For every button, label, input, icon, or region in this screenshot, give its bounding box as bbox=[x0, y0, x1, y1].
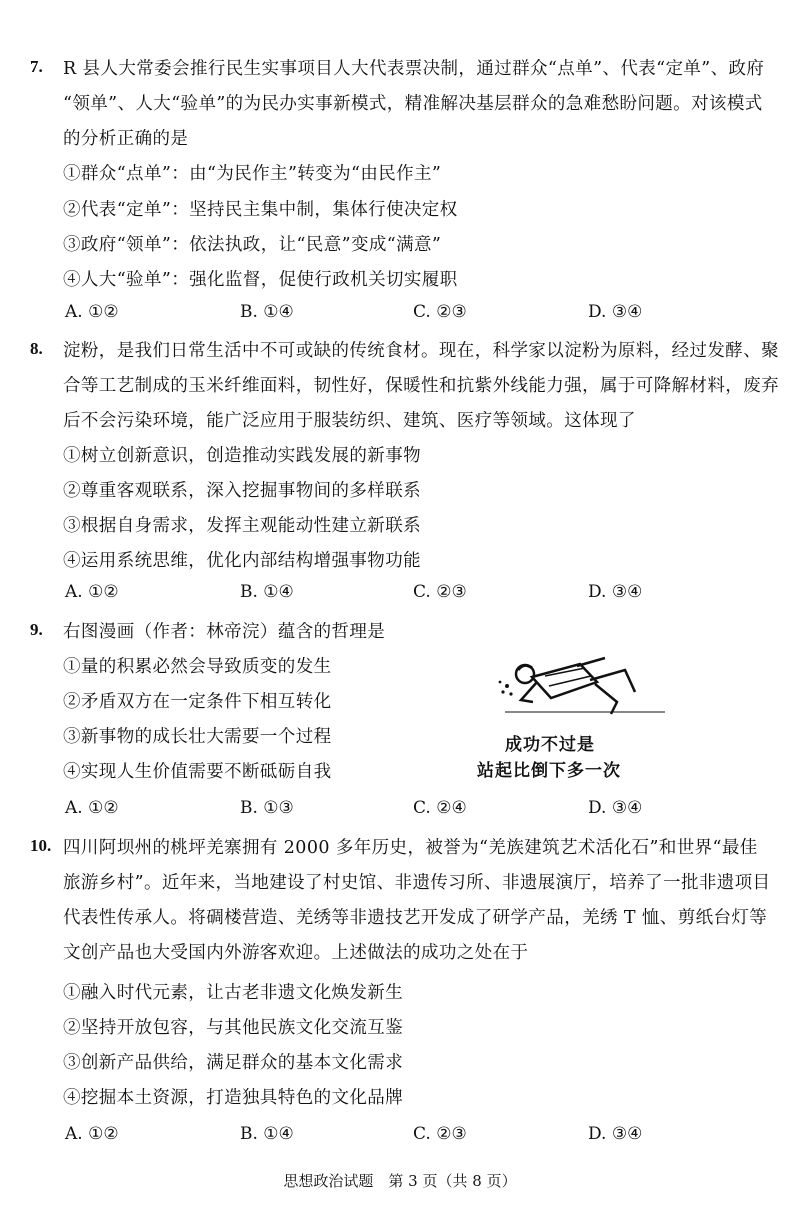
stem-line: 合等工艺制成的玉米纤维面料，韧性好，保暖性和抗紫外线能力强，属于可降解材料，废弃 bbox=[63, 376, 779, 396]
option-a[interactable]: A. ①② bbox=[65, 1124, 119, 1144]
option-d[interactable]: D. ③④ bbox=[588, 1124, 643, 1144]
option-b[interactable]: B. ①④ bbox=[240, 302, 294, 322]
stem-line: “领单”、人大“验单”的为民办实事新模式，精准解决基层群众的急难愁盼问题。对该模式 bbox=[63, 94, 763, 114]
question-number: 9. bbox=[30, 620, 43, 639]
statement: ④运用系统思维，优化内部结构增强事物功能 bbox=[63, 551, 421, 571]
stem-line: 四川阿坝州的桃坪羌寨拥有 2000 多年历史，被誉为“羌族建筑艺术活化石”和世界“最佳 bbox=[63, 838, 758, 858]
statement: ②矛盾双方在一定条件下相互转化 bbox=[63, 692, 332, 712]
question-number: 10. bbox=[30, 836, 52, 855]
option-c[interactable]: C. ②④ bbox=[413, 798, 467, 818]
statement: ③新事物的成长壮大需要一个过程 bbox=[63, 727, 332, 747]
option-b[interactable]: B. ①④ bbox=[240, 1124, 294, 1144]
statement: ③创新产品供给，满足群众的基本文化需求 bbox=[63, 1053, 404, 1073]
stem-line: 后不会污染环境，能广泛应用于服装纺织、建筑、医疗等领域。这体现了 bbox=[63, 411, 636, 431]
statement: ③根据自身需求，发挥主观能动性建立新联系 bbox=[63, 516, 421, 536]
comic-illustration bbox=[477, 652, 680, 807]
option-d[interactable]: D. ③④ bbox=[588, 582, 643, 602]
option-c[interactable]: C. ②③ bbox=[413, 1124, 467, 1144]
statement: ③政府“领单”：依法执政，让“民意”变成“满意” bbox=[63, 235, 442, 255]
stem-line: R 县人大常委会推行民生实事项目人大代表票决制，通过群众“点单”、代表“定单”、政府 bbox=[63, 59, 765, 79]
comic-caption-line: 站起比倒下多一次 bbox=[477, 761, 621, 781]
option-a[interactable]: A. ①② bbox=[65, 798, 119, 818]
statement: ①融入时代元素，让古老非遗文化焕发新生 bbox=[63, 983, 404, 1003]
option-d[interactable]: D. ③④ bbox=[588, 798, 643, 818]
option-a[interactable]: A. ①② bbox=[65, 302, 119, 322]
question-number: 7. bbox=[30, 57, 43, 76]
statement: ①群众“点单”：由“为民作主”转变为“由民作主” bbox=[63, 164, 442, 184]
option-b[interactable]: B. ①④ bbox=[240, 582, 294, 602]
statement: ②尊重客观联系，深入挖掘事物间的多样联系 bbox=[63, 481, 421, 501]
statement: ②坚持开放包容，与其他民族文化交流互鉴 bbox=[63, 1018, 404, 1038]
stem-line: 右图漫画（作者：林帝浣）蕴含的哲理是 bbox=[63, 622, 386, 642]
stem-line: 文创产品也大受国内外游客欢迎。上述做法的成功之处在于 bbox=[63, 943, 529, 963]
question-number: 8. bbox=[30, 339, 43, 358]
statement: ④人大“验单”：强化监督，促使行政机关切实履职 bbox=[63, 270, 458, 290]
stem-line: 淀粉，是我们日常生活中不可或缺的传统食材。现在，科学家以淀粉为原料，经过发酵、聚 bbox=[63, 341, 779, 361]
option-c[interactable]: C. ②③ bbox=[413, 582, 467, 602]
option-c[interactable]: C. ②③ bbox=[413, 302, 467, 322]
statement: ①量的积累必然会导致质变的发生 bbox=[63, 657, 332, 677]
comic-caption-line: 成功不过是 bbox=[505, 735, 595, 755]
option-d[interactable]: D. ③④ bbox=[588, 302, 643, 322]
stem-line: 旅游乡村”。近年来，当地建设了村史馆、非遗传习所、非遗展演厅，培养了一批非遗项目 bbox=[63, 873, 771, 893]
option-a[interactable]: A. ①② bbox=[65, 582, 119, 602]
option-b[interactable]: B. ①③ bbox=[240, 798, 294, 818]
stem-line: 代表性传承人。将碉楼营造、羌绣等非遗技艺开发成了研学产品，羌绣 T 恤、剪纸台灯等 bbox=[63, 908, 768, 928]
statement: ②代表“定单”：坚持民主集中制，集体行使决定权 bbox=[63, 200, 458, 220]
statement: ④实现人生价值需要不断砥砺自我 bbox=[63, 762, 332, 782]
stem-line: 的分析正确的是 bbox=[63, 129, 189, 149]
statement: ①树立创新意识，创造推动实践发展的新事物 bbox=[63, 446, 421, 466]
cartoon-figure-icon bbox=[485, 652, 680, 722]
statement: ④挖掘本土资源，打造独具特色的文化品牌 bbox=[63, 1088, 404, 1108]
page-footer: 思想政治试题 第 3 页（共 8 页） bbox=[283, 1172, 517, 1190]
